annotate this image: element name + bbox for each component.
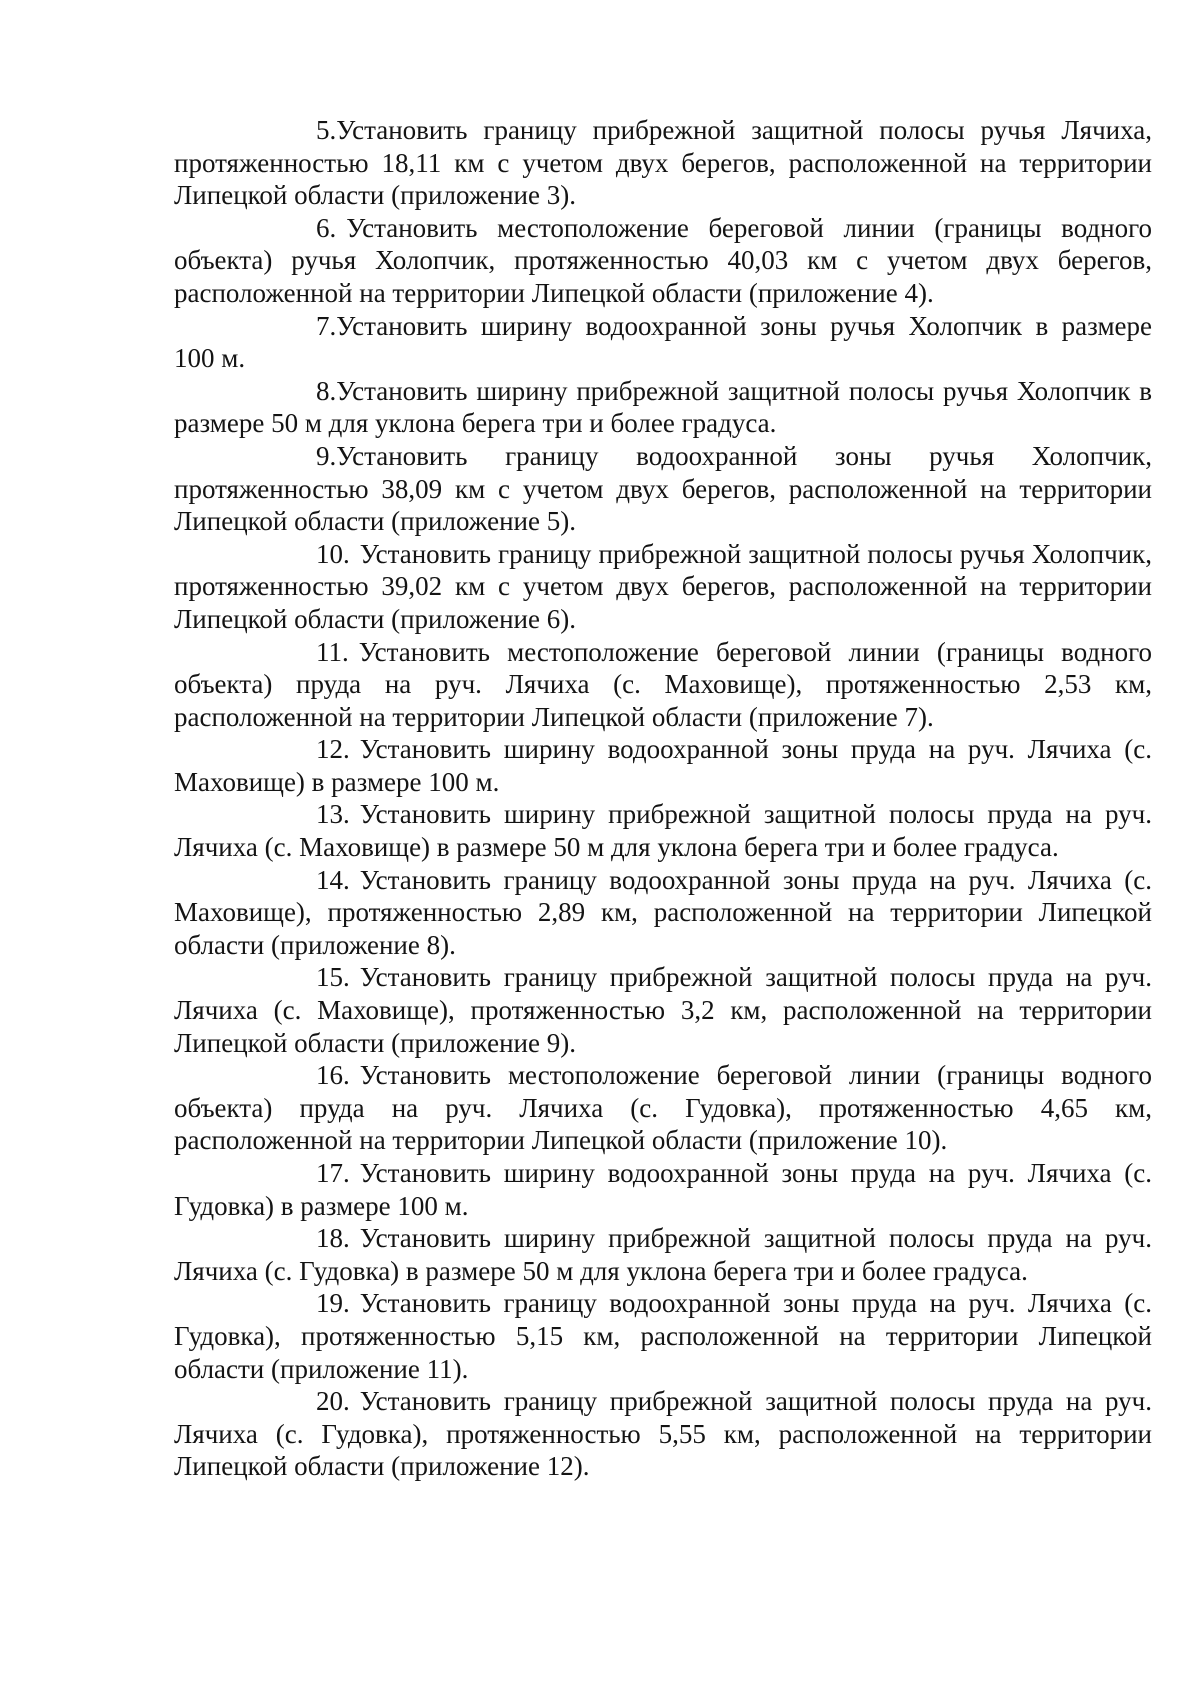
paragraph-text: Установить границу прибрежной защитной полосы пруда на руч. Лячиха (с. Маховище), протяженностью 3,2 км, расположенной на территории Липецкой области (приложение 9). — [174, 962, 1152, 1058]
paragraph-text: Установить местоположение береговой линии (границы водного объекта) пруда на руч. Лячиха (с. Гудовка), протяженностью 4,65 км, расположенной на территории Липецкой области (приложение 10). — [174, 1060, 1152, 1156]
paragraph-text: Установить границу водоохранной зоны пруда на руч. Лячиха (с. Маховище), протяженностью 2,89 км, расположенной на территории Липецкой области (приложение 8). — [174, 864, 1152, 960]
paragraph-12 — [174, 733, 1152, 798]
paragraph-text: Установить местоположение береговой линии (границы водного объекта) ручья Холопчик, протяженностью 40,03 км с учетом двух берегов, расположенной на территории Липецкой области (приложение 4). — [174, 212, 1152, 308]
paragraph-text: Установить ширину водоохранной зоны ручья Холопчик в размере 100 м. — [174, 310, 1152, 374]
paragraph-text: Установить границу водоохранной зоны пруда на руч. Лячиха (с. Гудовка), протяженностью 5,15 км, расположенной на территории Липецкой области (приложение 11). — [174, 1288, 1152, 1384]
paragraph-text: Установить границу водоохранной зоны ручья Холопчик, протяженностью 38,09 км с учетом двух берегов, расположенной на территории Липецкой области (приложение 5). — [174, 440, 1152, 537]
paragraph-text: Установить ширину водоохранной зоны пруда на руч. Лячиха (с. Гудовка) в размере 100 м. — [174, 1158, 1152, 1221]
paragraph-text: Установить границу прибрежной защитной полосы пруда на руч. Лячиха (с. Гудовка), протяженностью 5,55 км, расположенной на территории Липецкой области (приложение 12). — [174, 1386, 1152, 1482]
paragraph-number: 7. — [316, 310, 337, 341]
paragraph-number: 19. — [316, 1288, 350, 1319]
paragraph-7 — [174, 310, 1152, 375]
paragraph-number: 14. — [316, 864, 350, 895]
paragraph-20 — [174, 1385, 1152, 1483]
paragraph-text: Установить ширину прибрежной защитной полосы пруда на руч. Лячиха (с. Маховище) в размере 50 м для уклона берега три и более градуса. — [174, 799, 1152, 863]
paragraph-number: 10. — [316, 538, 350, 569]
paragraph-5 — [174, 114, 1152, 212]
paragraph-14 — [174, 864, 1152, 962]
document-body — [174, 114, 1152, 1483]
paragraph-text: Установить ширину прибрежной защитной полосы пруда на руч. Лячиха (с. Гудовка) в размере 50 м для уклона берега три и более градуса. — [174, 1223, 1152, 1286]
paragraph-number: 16. — [316, 1060, 350, 1091]
paragraph-number: 12. — [316, 734, 350, 765]
paragraph-number: 6. — [316, 212, 337, 243]
paragraph-text: Установить местоположение береговой линии (границы водного объекта) пруда на руч. Лячиха (с. Маховище), протяженностью 2,53 км, расположенной на территории Липецкой области (приложение 7). — [174, 636, 1152, 732]
paragraph-11 — [174, 636, 1152, 734]
paragraph-17 — [174, 1157, 1152, 1222]
paragraph-number: 11. — [316, 636, 349, 667]
paragraph-18 — [174, 1222, 1152, 1287]
paragraph-text: Установить ширину водоохранной зоны пруда на руч. Лячиха (с. Маховище) в размере 100 м. — [174, 734, 1152, 797]
paragraph-13 — [174, 798, 1152, 863]
paragraph-number: 15. — [316, 962, 350, 993]
paragraph-15 — [174, 961, 1152, 1059]
paragraph-number: 18. — [316, 1223, 350, 1254]
paragraph-16 — [174, 1059, 1152, 1157]
paragraph-19 — [174, 1287, 1152, 1385]
paragraph-9 — [174, 440, 1152, 538]
paragraph-number: 13. — [316, 799, 350, 830]
paragraph-10 — [174, 538, 1152, 636]
paragraph-number: 17. — [316, 1158, 350, 1188]
paragraph-number: 5. — [316, 115, 337, 145]
paragraph-6 — [174, 212, 1152, 310]
paragraph-text: Установить границу прибрежной защитной полосы ручья Холопчик, протяженностью 39,02 км с учетом двух берегов, расположенной на территории Липецкой области (приложение 6). — [174, 538, 1152, 634]
paragraph-text: Установить границу прибрежной защитной полосы ручья Лячиха, протяженностью 18,11 км с учетом двух берегов, расположенной на территории Липецкой области (приложение 3). — [174, 115, 1152, 211]
paragraph-number: 20. — [316, 1386, 350, 1417]
paragraph-number: 8. — [316, 375, 337, 406]
paragraph-number: 9. — [316, 440, 337, 471]
paragraph-text: Установить ширину прибрежной защитной полосы ручья Холопчик в размере 50 м для уклона берега три и более градуса. — [174, 375, 1152, 439]
paragraph-8 — [174, 375, 1152, 440]
